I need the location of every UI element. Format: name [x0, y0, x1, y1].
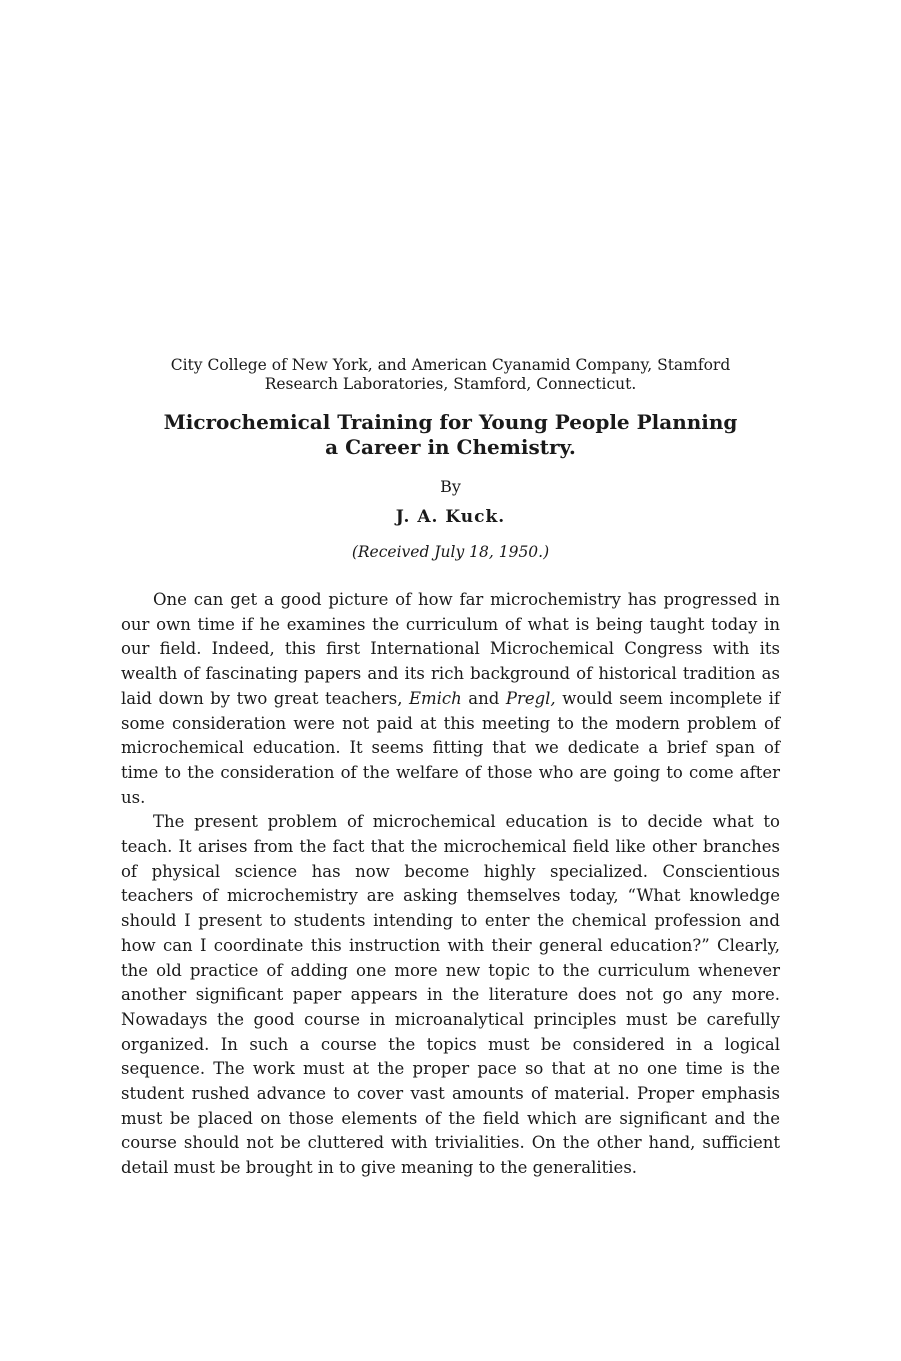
paragraph-1-text-c: would seem incomplete if some consideration were not paid at this meeting to the modern problem of microchemical education. It seems fitting that we dedicate a brief span of time to the consideration of the welfare of those who are going to come after us. [121, 688, 780, 807]
author-name: J. A. Kuck. [395, 507, 506, 527]
article-title-line-1: Microchemical Training for Young People Planning [163, 410, 738, 434]
received-date: (Received July 18, 1950.) [351, 543, 550, 561]
affiliation-line-2: Research Laboratories, Stamford, Connecticut. [264, 375, 637, 393]
article-body [121, 588, 780, 1181]
article-title-line-2: a Career in Chemistry. [325, 435, 576, 459]
paragraph-1-text-a: One can get a good picture of how far microchemistry has progressed in our own time if he examines the curriculum of what is being taught today in our field. Indeed, this first International Microchemical Congress with its wealth of fascinating papers and its rich background of historical tradition as laid down by two great teachers, [121, 590, 780, 708]
article-title [120, 410, 781, 460]
paragraph-1-text-b: and [461, 688, 506, 708]
name-pregl: Pregl, [505, 688, 556, 708]
name-emich: Emich [408, 688, 462, 708]
affiliation [120, 356, 781, 394]
affiliation-line-1: City College of New York, and American Cyanamid Company, Stamford [170, 356, 731, 374]
by-label: By [440, 477, 461, 496]
paragraph-1 [121, 588, 780, 810]
paragraph-2: The present problem of microchemical education is to decide what to teach. It arises from the fact that the microchemical field like other branches of physical science has now become highly specialized. Conscientious teachers of microchemistry are asking themselves today, “What knowledge should I present to students intending to enter the chemical profession and how can I coordinate this instruction with their general education?” Clearly, the old practice of adding one more new topic to the curriculum whenever another significant paper appears in the literature does not go any more. Nowadays the good course in microanalytical principles must be carefully organized. In such a course the topics must be considered in a logical sequence. The work must at the proper pace so that at no one time is the student rushed advance to cover vast amounts of material. Proper emphasis must be placed on those elements of the field which are significant and the course should not be cluttered with trivialities. On the other hand, sufficient detail must be brought in to give meaning to the generalities. [121, 812, 780, 1178]
